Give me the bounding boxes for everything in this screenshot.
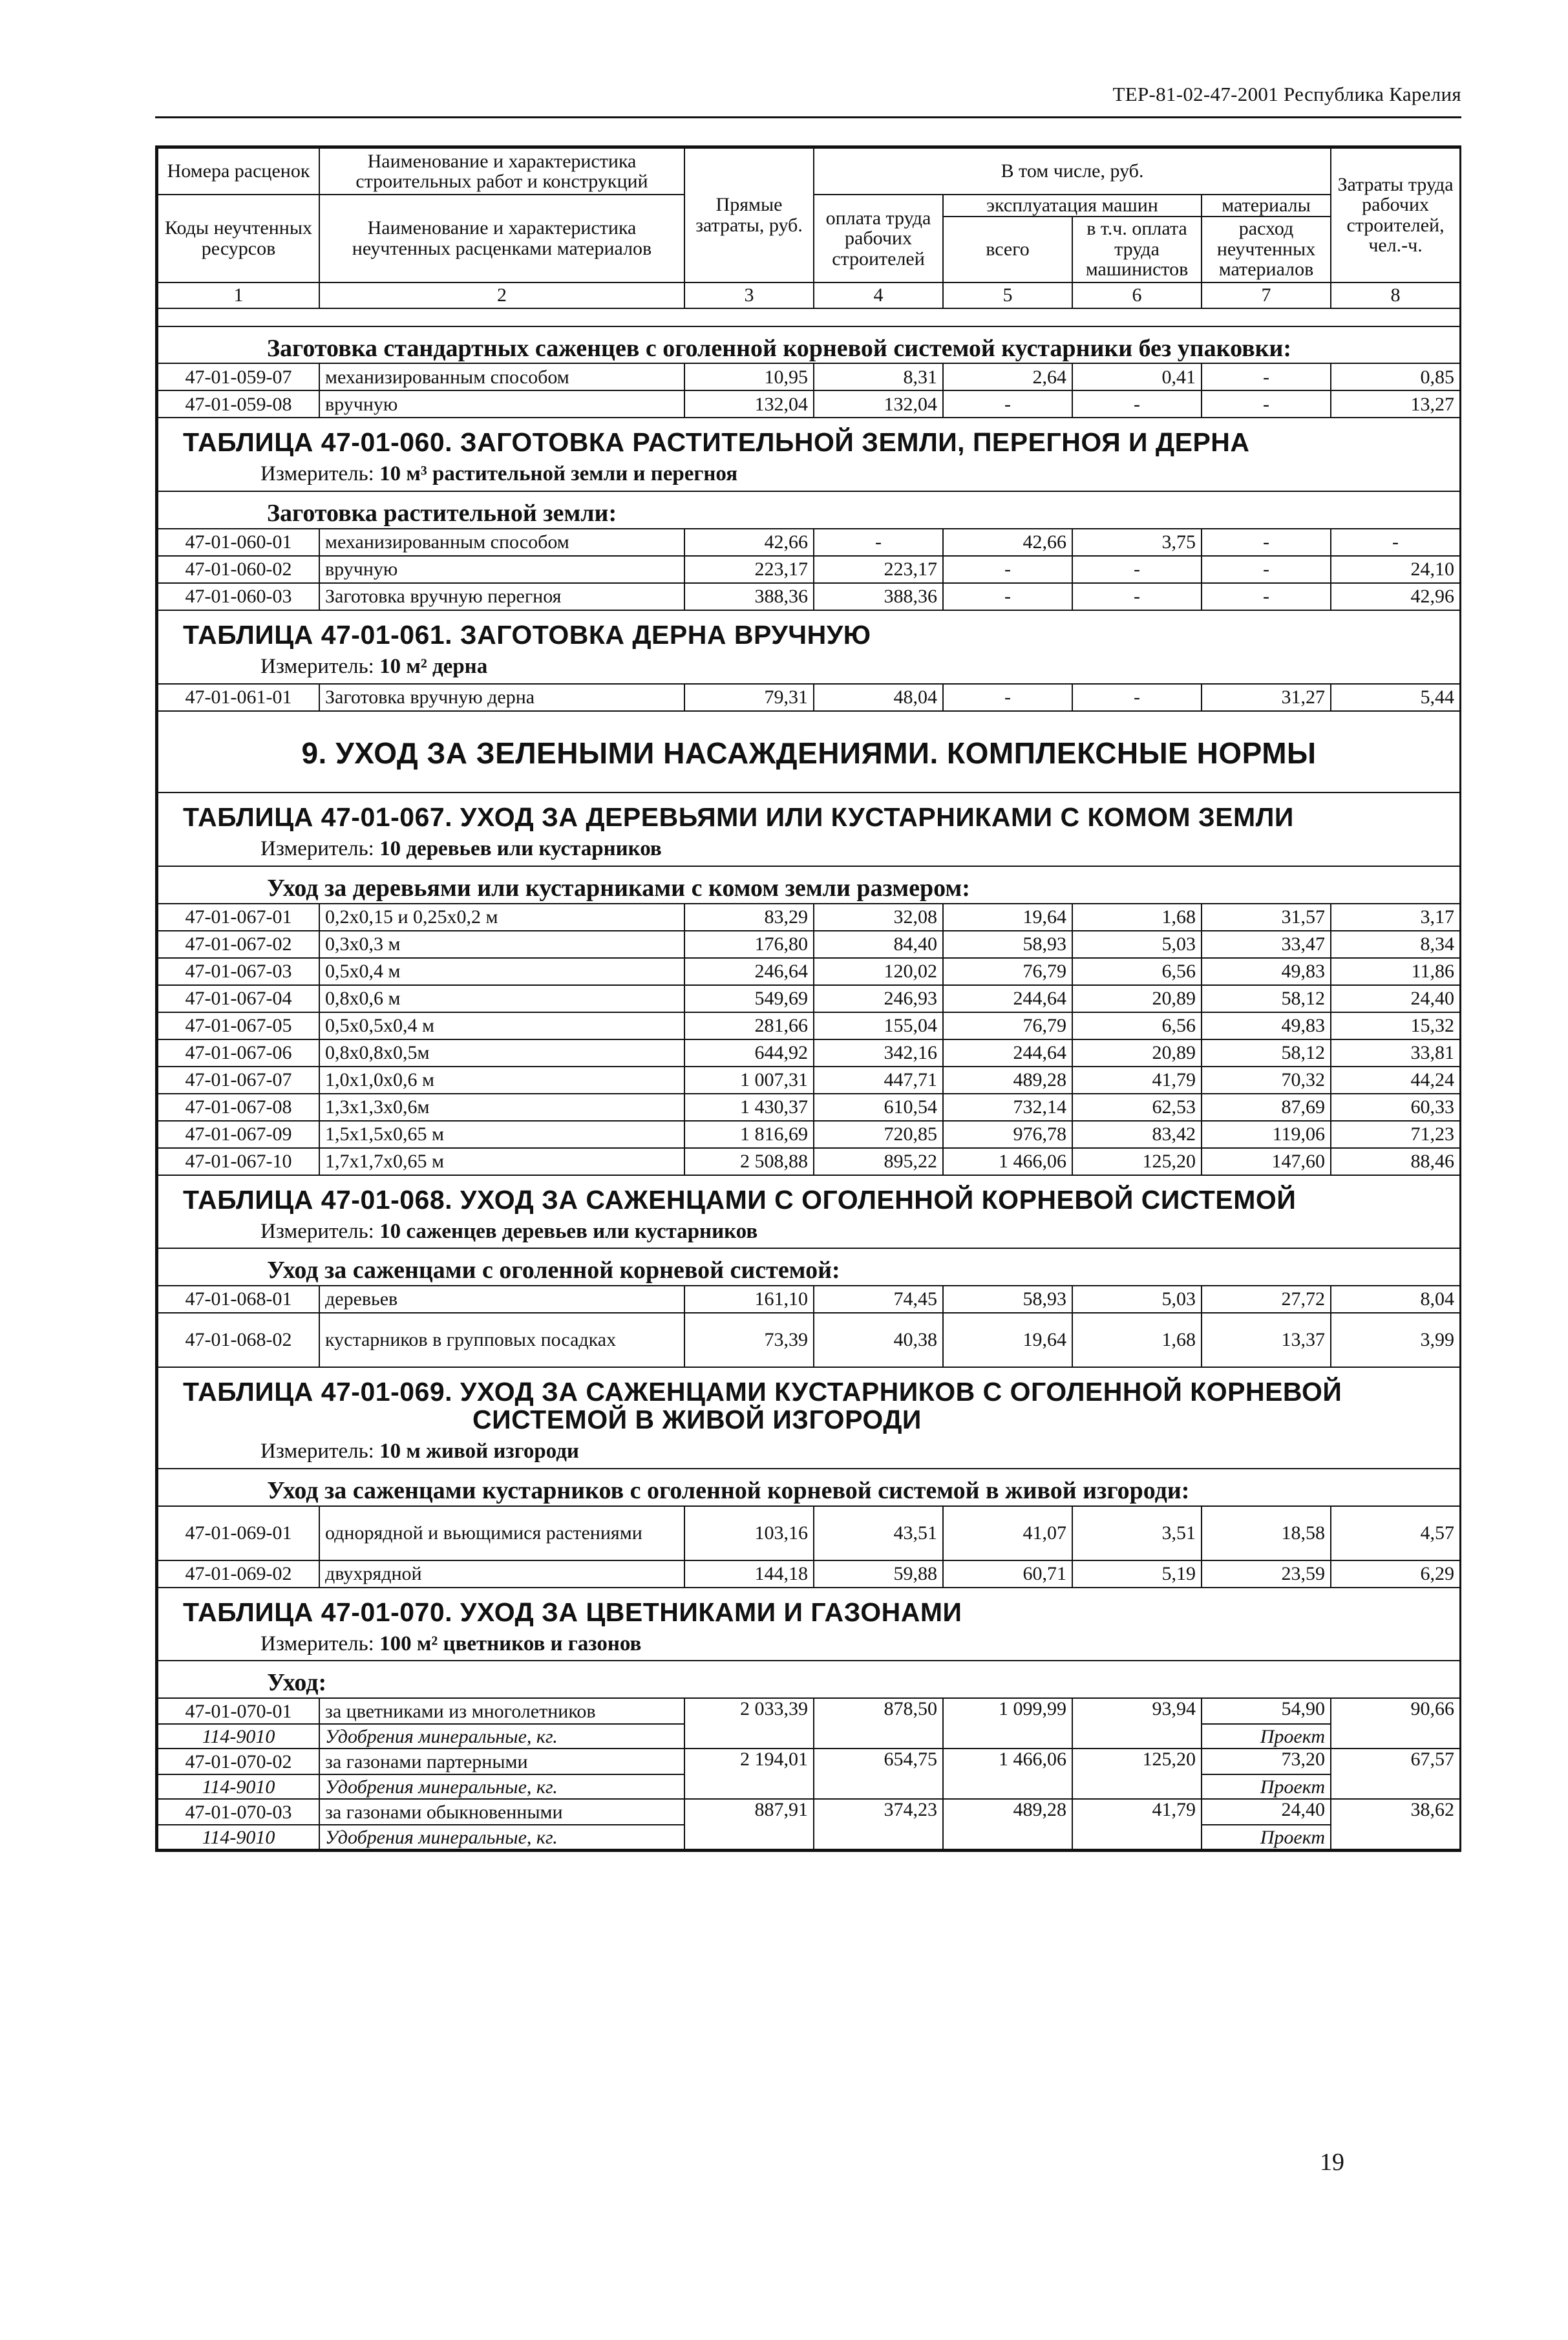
rate-code: 47-01-067-08 — [158, 1094, 319, 1121]
rate-code: 47-01-067-03 — [158, 958, 319, 985]
work-name: однорядной и вьющимися растениями — [319, 1506, 684, 1560]
measure-unit-label: Измеритель: — [260, 1632, 374, 1655]
table-title-row — [158, 1588, 1460, 1661]
labor-hours: 44,24 — [1331, 1067, 1460, 1094]
rate-code: 47-01-067-06 — [158, 1039, 319, 1067]
labor-pay: - — [814, 529, 943, 556]
materials: 27,72 — [1202, 1286, 1331, 1313]
value-cell: 2 194,01 — [684, 1749, 814, 1799]
direct-costs: 223,17 — [684, 556, 814, 583]
value-cell: 41,79 — [1072, 1799, 1202, 1849]
labor-pay: 132,04 — [814, 390, 943, 418]
value-cell: 24,40 — [1202, 1799, 1331, 1825]
work-name: 0,5х0,5х0,4 м — [319, 1012, 684, 1039]
work-name: 1,7х1,7х0,65 м — [319, 1148, 684, 1175]
machinist-pay: - — [1072, 583, 1202, 610]
rate-code: 47-01-069-01 — [158, 1506, 319, 1560]
machines-total: - — [943, 583, 1072, 610]
materials: 49,83 — [1202, 958, 1331, 985]
header-unaccounted-materials: расход неучтенных материалов — [1202, 217, 1331, 282]
machinist-pay: 6,56 — [1072, 958, 1202, 985]
table-title-text: ТАБЛИЦА 47-01-060. ЗАГОТОВКА РАСТИТЕЛЬНОЙ ЗЕМЛИ, ПЕРЕГНОЯ И ДЕРНА — [183, 427, 1250, 458]
machines-total: 60,71 — [943, 1560, 1072, 1588]
labor-hours: 15,32 — [1331, 1012, 1460, 1039]
direct-costs: 644,92 — [684, 1039, 814, 1067]
header-machines: эксплуатация машин — [943, 195, 1202, 217]
direct-costs: 144,18 — [684, 1560, 814, 1588]
measure-unit-label: Измеритель: — [260, 462, 374, 486]
value-cell: 489,28 — [943, 1799, 1072, 1849]
materials: 18,58 — [1202, 1506, 1331, 1560]
labor-pay: 120,02 — [814, 958, 943, 985]
table-row — [158, 1148, 1460, 1175]
rate-code: 47-01-060-03 — [158, 583, 319, 610]
labor-hours: 8,34 — [1331, 931, 1460, 958]
table-title-text: ТАБЛИЦА 47-01-061. ЗАГОТОВКА ДЕРНА ВРУЧНУЮ — [183, 619, 871, 650]
machines-total: 244,64 — [943, 1039, 1072, 1067]
materials: 87,69 — [1202, 1094, 1331, 1121]
rate-code: 47-01-059-07 — [158, 363, 319, 390]
direct-costs: 73,39 — [684, 1313, 814, 1367]
materials: 23,59 — [1202, 1560, 1331, 1588]
subheading-row — [158, 866, 1460, 904]
machines-total: - — [943, 684, 1072, 711]
direct-costs: 2 508,88 — [684, 1148, 814, 1175]
table-row — [158, 529, 1460, 556]
header-resource-codes: Коды неучтенных ресурсов — [158, 195, 319, 282]
materials: 58,12 — [1202, 985, 1331, 1012]
machines-total: 2,64 — [943, 363, 1072, 390]
value-cell: 38,62 — [1331, 1799, 1460, 1849]
resource-name: Удобрения минеральные, кг. — [319, 1774, 684, 1799]
table-row — [158, 684, 1460, 711]
subheading-row — [158, 1661, 1460, 1698]
machines-total: 58,93 — [943, 931, 1072, 958]
labor-pay: 59,88 — [814, 1560, 943, 1588]
rate-code: 47-01-070-01 — [158, 1698, 319, 1724]
work-name: 0,8х0,8х0,5м — [319, 1039, 684, 1067]
work-name: деревьев — [319, 1286, 684, 1313]
work-name: кустарников в групповых посадках — [319, 1313, 684, 1367]
column-number: 1 — [158, 282, 319, 308]
value-cell: 67,57 — [1331, 1749, 1460, 1799]
rate-code: 47-01-060-01 — [158, 529, 319, 556]
labor-pay: 155,04 — [814, 1012, 943, 1039]
table-row — [158, 1749, 1460, 1774]
rate-code: 47-01-070-03 — [158, 1799, 319, 1825]
measure-unit-label: Измеритель: — [260, 1219, 374, 1243]
measure-unit-value: 10 деревьев или кустарников — [379, 837, 662, 860]
rate-code: 47-01-070-02 — [158, 1749, 319, 1774]
table-row — [158, 1121, 1460, 1148]
labor-pay: 43,51 — [814, 1506, 943, 1560]
machinist-pay: 1,68 — [1072, 1313, 1202, 1367]
labor-hours: 42,96 — [1331, 583, 1460, 610]
materials: 13,37 — [1202, 1313, 1331, 1367]
work-name: 0,5х0,4 м — [319, 958, 684, 985]
work-name: 1,5х1,5х0,65 м — [319, 1121, 684, 1148]
subheading: Уход за деревьями или кустарниками с комом земли размером: — [267, 874, 970, 902]
labor-hours: 88,46 — [1331, 1148, 1460, 1175]
direct-costs: 281,66 — [684, 1012, 814, 1039]
work-name: 1,3х1,3х0,6м — [319, 1094, 684, 1121]
work-name: вручную — [319, 390, 684, 418]
table-title-row — [158, 1367, 1460, 1469]
machinist-pay: 83,42 — [1072, 1121, 1202, 1148]
machines-total: 19,64 — [943, 1313, 1072, 1367]
labor-hours: 4,57 — [1331, 1506, 1460, 1560]
labor-pay: 447,71 — [814, 1067, 943, 1094]
resource-code: 114-9010 — [158, 1774, 319, 1799]
work-name: за газонами обыкновенными — [319, 1799, 684, 1825]
labor-hours: 24,10 — [1331, 556, 1460, 583]
materials: 147,60 — [1202, 1148, 1331, 1175]
value-cell: 887,91 — [684, 1799, 814, 1849]
work-name: 0,2х0,15 и 0,25х0,2 м — [319, 904, 684, 931]
work-name: вручную — [319, 556, 684, 583]
machines-total: 76,79 — [943, 958, 1072, 985]
measure-unit — [164, 1626, 1454, 1661]
rate-code: 47-01-067-10 — [158, 1148, 319, 1175]
machines-total: 1 466,06 — [943, 1148, 1072, 1175]
table-row — [158, 390, 1460, 418]
machines-total: 76,79 — [943, 1012, 1072, 1039]
labor-hours: - — [1331, 529, 1460, 556]
table-title-text: ТАБЛИЦА 47-01-069. УХОД ЗА САЖЕНЦАМИ КУСТАРНИКОВ С ОГОЛЕННОЙ КОРНЕВОЙ — [183, 1377, 1342, 1407]
measure-unit — [164, 456, 1454, 491]
labor-hours: 33,81 — [1331, 1039, 1460, 1067]
machines-total: 489,28 — [943, 1067, 1072, 1094]
machinist-pay: 125,20 — [1072, 1148, 1202, 1175]
table-title-row — [158, 610, 1460, 684]
machinist-pay: 6,56 — [1072, 1012, 1202, 1039]
table-row — [158, 1012, 1460, 1039]
column-number-row — [158, 282, 1460, 308]
table-row — [158, 1286, 1460, 1313]
machines-total: 244,64 — [943, 985, 1072, 1012]
value-cell: 878,50 — [814, 1698, 943, 1749]
table-row — [158, 1698, 1460, 1724]
measure-unit — [164, 1214, 1454, 1248]
direct-costs: 549,69 — [684, 985, 814, 1012]
measure-unit-label: Измеритель: — [260, 1440, 374, 1463]
column-number: 6 — [1072, 282, 1202, 308]
table-row — [158, 583, 1460, 610]
machines-total: 42,66 — [943, 529, 1072, 556]
machinist-pay: 41,79 — [1072, 1067, 1202, 1094]
direct-costs: 83,29 — [684, 904, 814, 931]
machinist-pay: 62,53 — [1072, 1094, 1202, 1121]
labor-pay: 610,54 — [814, 1094, 943, 1121]
rate-code: 47-01-067-07 — [158, 1067, 319, 1094]
direct-costs: 1 430,37 — [684, 1094, 814, 1121]
table-title-row — [158, 1175, 1460, 1249]
table-title-row — [158, 418, 1460, 491]
materials: - — [1202, 363, 1331, 390]
rate-code: 47-01-067-09 — [158, 1121, 319, 1148]
value-cell: 654,75 — [814, 1749, 943, 1799]
materials: - — [1202, 529, 1331, 556]
measure-unit — [164, 649, 1454, 683]
machinist-pay: - — [1072, 556, 1202, 583]
subheading-row — [158, 326, 1460, 364]
machinist-pay: 0,41 — [1072, 363, 1202, 390]
section-heading-row — [158, 711, 1460, 792]
direct-costs: 103,16 — [684, 1506, 814, 1560]
machines-total: - — [943, 390, 1072, 418]
column-number: 4 — [814, 282, 943, 308]
rate-code: 47-01-067-05 — [158, 1012, 319, 1039]
direct-costs: 132,04 — [684, 390, 814, 418]
materials: 119,06 — [1202, 1121, 1331, 1148]
labor-hours: 24,40 — [1331, 985, 1460, 1012]
labor-pay: 74,45 — [814, 1286, 943, 1313]
rate-code: 47-01-060-02 — [158, 556, 319, 583]
resource-value: Проект — [1202, 1724, 1331, 1749]
table-row — [158, 556, 1460, 583]
price-table-document — [155, 145, 1461, 1852]
materials: - — [1202, 556, 1331, 583]
resource-code: 114-9010 — [158, 1825, 319, 1849]
value-cell: 2 033,39 — [684, 1698, 814, 1749]
materials: 31,57 — [1202, 904, 1331, 931]
direct-costs: 388,36 — [684, 583, 814, 610]
labor-pay: 895,22 — [814, 1148, 943, 1175]
rate-code: 47-01-067-04 — [158, 985, 319, 1012]
table-row — [158, 1506, 1460, 1560]
materials: - — [1202, 390, 1331, 418]
materials: 70,32 — [1202, 1067, 1331, 1094]
machinist-pay: 20,89 — [1072, 985, 1202, 1012]
direct-costs: 161,10 — [684, 1286, 814, 1313]
materials: 58,12 — [1202, 1039, 1331, 1067]
work-name: 0,3х0,3 м — [319, 931, 684, 958]
measure-unit-value: 10 м² дерна — [379, 655, 488, 679]
value-cell: 93,94 — [1072, 1698, 1202, 1749]
subheading-row — [158, 491, 1460, 529]
subheading: Уход за саженцами кустарников с оголенной корневой системой в живой изгороди: — [267, 1476, 1190, 1504]
direct-costs: 79,31 — [684, 684, 814, 711]
header-labor-costs: Затраты труда рабочих строителей, чел.-ч. — [1331, 148, 1460, 282]
value-cell: 1 466,06 — [943, 1749, 1072, 1799]
resource-name: Удобрения минеральные, кг. — [319, 1825, 684, 1849]
table-title — [164, 1588, 1454, 1626]
resource-name: Удобрения минеральные, кг. — [319, 1724, 684, 1749]
table-title — [164, 418, 1454, 456]
measure-unit-value: 10 м³ растительной земли и перегноя — [379, 462, 738, 486]
header-rate-numbers: Номера расценок — [158, 148, 319, 195]
machinist-pay: 5,19 — [1072, 1560, 1202, 1588]
subheading-row — [158, 1248, 1460, 1286]
document-code-header: ТЕР-81-02-47-2001 Республика Карелия — [1112, 83, 1461, 105]
machines-total: - — [943, 556, 1072, 583]
column-number: 3 — [684, 282, 814, 308]
direct-costs: 246,64 — [684, 958, 814, 985]
machinist-pay: 5,03 — [1072, 931, 1202, 958]
labor-pay: 388,36 — [814, 583, 943, 610]
rate-code: 47-01-069-02 — [158, 1560, 319, 1588]
machinist-pay: - — [1072, 390, 1202, 418]
column-number: 2 — [319, 282, 684, 308]
labor-pay: 32,08 — [814, 904, 943, 931]
table-title — [164, 611, 1454, 649]
measure-unit-value: 100 м² цветников и газонов — [379, 1632, 642, 1655]
labor-hours: 71,23 — [1331, 1121, 1460, 1148]
page-number: 19 — [1320, 2149, 1344, 2176]
table-row — [158, 1560, 1460, 1588]
subheading: Уход за саженцами с оголенной корневой системой: — [267, 1257, 840, 1284]
machinist-pay: 3,51 — [1072, 1506, 1202, 1560]
work-name: Заготовка вручную дерна — [319, 684, 684, 711]
work-name: за газонами партерными — [319, 1749, 684, 1774]
header-machines-total: всего — [943, 217, 1072, 282]
table-row — [158, 1799, 1460, 1825]
table-title — [164, 793, 1454, 831]
header-work-name: Наименование и характеристика строительных работ и конструкций — [319, 148, 684, 195]
machinist-pay: 5,03 — [1072, 1286, 1202, 1313]
table-row — [158, 985, 1460, 1012]
work-name: механизированным способом — [319, 529, 684, 556]
machines-total: 41,07 — [943, 1506, 1072, 1560]
value-cell: 374,23 — [814, 1799, 943, 1849]
direct-costs: 1 816,69 — [684, 1121, 814, 1148]
materials: - — [1202, 583, 1331, 610]
machinist-pay: - — [1072, 684, 1202, 711]
resource-value: Проект — [1202, 1774, 1331, 1799]
table-row — [158, 1039, 1460, 1067]
work-name: механизированным способом — [319, 363, 684, 390]
value-cell: 1 099,99 — [943, 1698, 1072, 1749]
work-name: двухрядной — [319, 1560, 684, 1588]
labor-pay: 48,04 — [814, 684, 943, 711]
labor-hours: 11,86 — [1331, 958, 1460, 985]
table-title-text: ТАБЛИЦА 47-01-068. УХОД ЗА САЖЕНЦАМИ С ОГОЛЕННОЙ КОРНЕВОЙ СИСТЕМОЙ — [183, 1184, 1297, 1215]
value-cell: 90,66 — [1331, 1698, 1460, 1749]
header-material-name: Наименование и характеристика неучтенных расценками материалов — [319, 195, 684, 282]
subheading-row — [158, 1469, 1460, 1506]
labor-hours: 5,44 — [1331, 684, 1460, 711]
labor-pay: 342,16 — [814, 1039, 943, 1067]
section-title: 9. УХОД ЗА ЗЕЛЕНЫМИ НАСАЖДЕНИЯМИ. КОМПЛЕКСНЫЕ НОРМЫ — [301, 736, 1317, 770]
materials: 31,27 — [1202, 684, 1331, 711]
direct-costs: 10,95 — [684, 363, 814, 390]
direct-costs: 1 007,31 — [684, 1067, 814, 1094]
column-number: 8 — [1331, 282, 1460, 308]
measure-unit-label: Измеритель: — [260, 655, 374, 679]
measure-unit — [164, 1434, 1454, 1468]
table-row — [158, 904, 1460, 931]
machines-total: 58,93 — [943, 1286, 1072, 1313]
header-materials: материалы — [1202, 195, 1331, 217]
table-row — [158, 958, 1460, 985]
header-row-1 — [158, 148, 1460, 195]
table-title-text: ТАБЛИЦА 47-01-070. УХОД ЗА ЦВЕТНИКАМИ И ГАЗОНАМИ — [183, 1597, 962, 1627]
measure-unit-value: 10 м живой изгороди — [379, 1440, 579, 1463]
measure-unit-label: Измеритель: — [260, 837, 374, 860]
table-title-row — [158, 792, 1460, 866]
work-name: Заготовка вручную перегноя — [319, 583, 684, 610]
header-direct-costs: Прямые затраты, руб. — [684, 148, 814, 282]
spacer-row — [158, 308, 1460, 326]
rate-code: 47-01-059-08 — [158, 390, 319, 418]
labor-hours: 60,33 — [1331, 1094, 1460, 1121]
labor-hours: 0,85 — [1331, 363, 1460, 390]
labor-hours: 13,27 — [1331, 390, 1460, 418]
column-number: 5 — [943, 282, 1072, 308]
value-cell: 54,90 — [1202, 1698, 1331, 1724]
machines-total: 976,78 — [943, 1121, 1072, 1148]
value-cell: 125,20 — [1072, 1749, 1202, 1799]
rate-code: 47-01-068-01 — [158, 1286, 319, 1313]
table-row — [158, 931, 1460, 958]
header-labor-pay: оплата труда рабочих строителей — [814, 195, 943, 282]
labor-pay: 40,38 — [814, 1313, 943, 1367]
labor-hours: 8,04 — [1331, 1286, 1460, 1313]
materials: 33,47 — [1202, 931, 1331, 958]
subheading: Заготовка стандартных саженцев с оголенной корневой системой кустарники без упаковки: — [267, 334, 1292, 362]
work-name: за цветниками из многолетников — [319, 1698, 684, 1724]
labor-hours: 6,29 — [1331, 1560, 1460, 1588]
table-row — [158, 1313, 1460, 1367]
machinist-pay: 20,89 — [1072, 1039, 1202, 1067]
machines-total: 19,64 — [943, 904, 1072, 931]
table-title-continued: СИСТЕМОЙ В ЖИВОЙ ИЗГОРОДИ — [472, 1405, 922, 1435]
work-name: 1,0х1,0х0,6 м — [319, 1067, 684, 1094]
rates-table — [157, 147, 1461, 1850]
resource-value: Проект — [1202, 1825, 1331, 1849]
table-row — [158, 1094, 1460, 1121]
header-machinist-pay: в т.ч. оплата труда машинистов — [1072, 217, 1202, 282]
resource-code: 114-9010 — [158, 1724, 319, 1749]
machines-total: 732,14 — [943, 1094, 1072, 1121]
table-title-text: ТАБЛИЦА 47-01-067. УХОД ЗА ДЕРЕВЬЯМИ ИЛИ КУСТАРНИКАМИ С КОМОМ ЗЕМЛИ — [183, 802, 1294, 832]
labor-pay: 8,31 — [814, 363, 943, 390]
rate-code: 47-01-067-01 — [158, 904, 319, 931]
measure-unit — [164, 831, 1454, 866]
subheading: Уход: — [267, 1669, 327, 1697]
machinist-pay: 1,68 — [1072, 904, 1202, 931]
labor-pay: 720,85 — [814, 1121, 943, 1148]
table-row — [158, 1067, 1460, 1094]
header-rule — [155, 116, 1461, 118]
rate-code: 47-01-067-02 — [158, 931, 319, 958]
work-name: 0,8х0,6 м — [319, 985, 684, 1012]
rate-code: 47-01-068-02 — [158, 1313, 319, 1367]
machinist-pay: 3,75 — [1072, 529, 1202, 556]
labor-pay: 84,40 — [814, 931, 943, 958]
value-cell: 73,20 — [1202, 1749, 1331, 1774]
labor-hours: 3,17 — [1331, 904, 1460, 931]
materials: 49,83 — [1202, 1012, 1331, 1039]
table-row — [158, 363, 1460, 390]
labor-pay: 246,93 — [814, 985, 943, 1012]
labor-pay: 223,17 — [814, 556, 943, 583]
header-including: В том числе, руб. — [814, 148, 1331, 195]
labor-hours: 3,99 — [1331, 1313, 1460, 1367]
measure-unit-value: 10 саженцев деревьев или кустарников — [379, 1219, 758, 1243]
direct-costs: 42,66 — [684, 529, 814, 556]
direct-costs: 176,80 — [684, 931, 814, 958]
table-title — [164, 1368, 1454, 1434]
table-title — [164, 1176, 1454, 1214]
subheading: Заготовка растительной земли: — [267, 500, 617, 527]
column-number: 7 — [1202, 282, 1331, 308]
rate-code: 47-01-061-01 — [158, 684, 319, 711]
